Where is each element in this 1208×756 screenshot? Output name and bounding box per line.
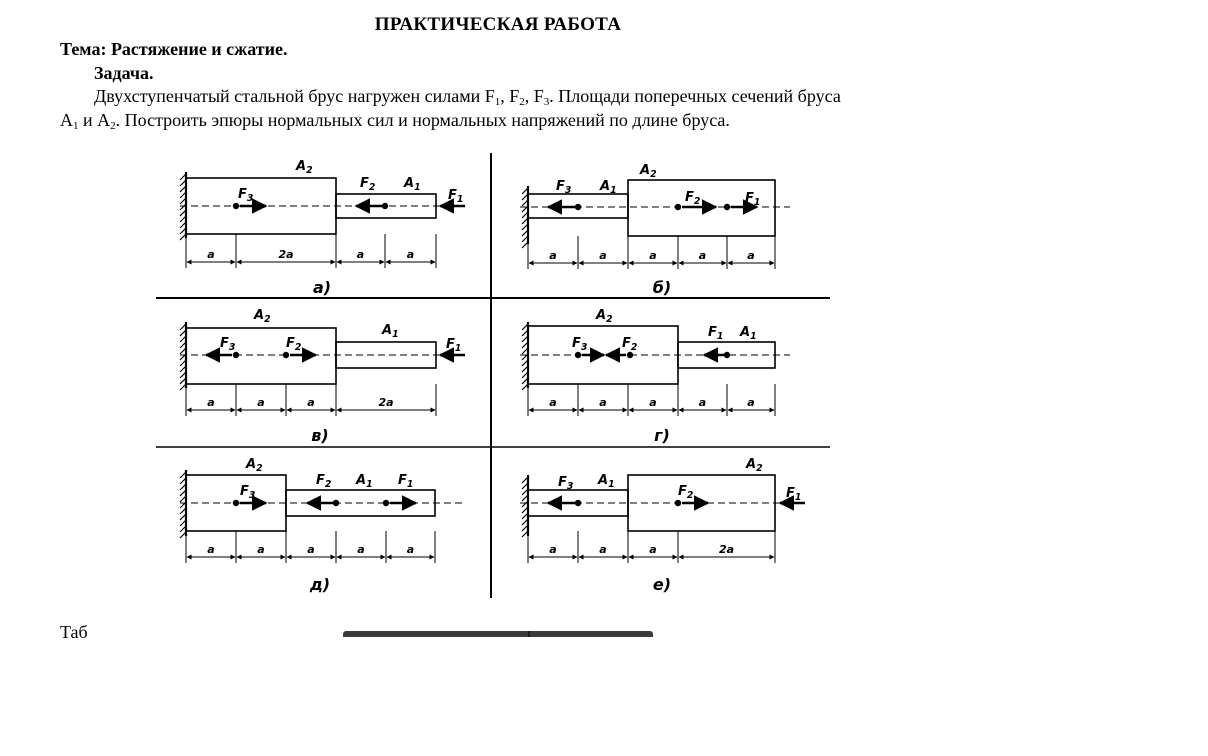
cut-off-text: Таб	[60, 622, 88, 642]
diagram-label: $F_3$	[220, 336, 236, 353]
para-text: и A	[78, 110, 111, 130]
dimension-label: a	[698, 249, 707, 262]
subscript: 1	[73, 120, 79, 132]
dimension-label: a	[747, 396, 755, 409]
diagram-label: $F_3$	[558, 475, 574, 492]
diagram-label: $F_3$	[238, 187, 254, 204]
panel-caption: а)	[312, 278, 332, 297]
subscript: 1	[494, 96, 501, 108]
panel-caption: в)	[311, 426, 329, 445]
force-point	[233, 203, 239, 209]
panel-e	[520, 457, 805, 594]
dimension-label: a	[549, 249, 557, 262]
dimension-label: a	[307, 543, 315, 556]
force-point	[675, 500, 681, 506]
dimension-label: a	[406, 248, 415, 261]
dimension-label: a	[207, 396, 215, 409]
diagram-label: $A_1$	[382, 323, 399, 340]
force-point	[675, 204, 681, 210]
dimension-label: a	[207, 248, 215, 261]
dimension-label: a	[356, 248, 365, 261]
diagram-label: $F_2$	[360, 176, 376, 193]
panel-d	[180, 457, 462, 594]
dimension-label: 2a	[278, 248, 294, 261]
diagram-label: $A_2$	[640, 163, 657, 180]
dimension-label: a	[257, 543, 265, 556]
subscript: 3	[543, 96, 550, 108]
panel-caption: е)	[652, 575, 672, 594]
dimension-label: a	[207, 543, 215, 556]
dimension-label: a	[406, 543, 415, 556]
dimension-label: a	[599, 543, 607, 556]
diagram-label: $A_1$	[404, 176, 421, 193]
panel-a	[180, 159, 465, 297]
diagram-label: $F_2$	[622, 336, 638, 353]
diagram-label: $F_1$	[708, 325, 724, 342]
diagram-label: $A_2$	[246, 457, 263, 474]
dimension-label: 2a	[718, 543, 735, 556]
dimension-label: a	[257, 396, 265, 409]
diagram-label: $F_1$	[786, 486, 802, 503]
dimension-label: a	[698, 396, 707, 409]
dimension-label: a	[649, 396, 657, 409]
diagram-label: $F_2$	[286, 336, 302, 353]
panel-caption: г)	[654, 426, 670, 445]
dimension-label: a	[549, 543, 557, 556]
panel-caption: д)	[309, 575, 331, 594]
para-text: Двухступенчатый стальной брус нагружен силами F	[94, 86, 495, 106]
diagram-label: $F_3$	[240, 484, 256, 501]
dimension-label: a	[747, 249, 755, 262]
dimension-label: a	[549, 396, 557, 409]
diagram-label: $F_1$	[446, 337, 462, 354]
dimension-label: a	[599, 249, 607, 262]
diagram-label: $F_1$	[745, 191, 761, 208]
panel-v	[180, 308, 465, 445]
force-point	[333, 500, 339, 506]
para-text: . Площади поперечных сечений бруса	[549, 86, 841, 106]
diagram-label: $A_1$	[740, 325, 757, 342]
task-heading: Задача.	[94, 63, 154, 83]
diagram-label: $F_3$	[556, 179, 572, 196]
diagram-label: $F_2$	[678, 484, 694, 501]
panel-b	[520, 163, 790, 297]
page-title: ПРАКТИЧЕСКАЯ РАБОТА	[374, 14, 622, 35]
dimension-label: a	[357, 543, 365, 556]
subscript: 2	[519, 96, 525, 108]
para-text: , F	[524, 86, 544, 106]
diagram-label: $A_2$	[296, 159, 313, 176]
diagram-label: $A_2$	[596, 308, 613, 325]
para-text: A	[60, 110, 73, 130]
diagram-label: $F_2$	[685, 190, 701, 207]
subscript: 2	[110, 120, 116, 132]
horizontal-scrollbar[interactable]	[343, 631, 653, 637]
diagram-label: $A_2$	[254, 308, 271, 325]
dimension-label: a	[649, 249, 657, 262]
para-text: . Построить эпюры нормальных сил и нормальных напряжений по длине бруса.	[115, 110, 730, 130]
dimension-label: a	[307, 396, 315, 409]
diagram-label: $A_1$	[598, 473, 615, 490]
force-point	[283, 352, 289, 358]
diagram-label: $F_1$	[448, 188, 464, 205]
panel-caption: б)	[652, 278, 672, 297]
topic-heading: Тема: Растяжение и сжатие.	[60, 39, 288, 59]
dimension-label: a	[599, 396, 607, 409]
para-text: , F	[500, 86, 520, 106]
diagram-label: $A_2$	[746, 457, 763, 474]
diagram-label: $F_2$	[316, 473, 332, 490]
panel-g	[520, 308, 790, 445]
force-point	[724, 204, 730, 210]
scrollbar-segment	[528, 631, 530, 637]
dimension-label: a	[649, 543, 657, 556]
force-point	[383, 500, 389, 506]
force-point	[233, 500, 239, 506]
diagram-label: $A_1$	[600, 179, 617, 196]
diagram-label: $A_1$	[356, 473, 373, 490]
diagram-label: $F_1$	[398, 473, 414, 490]
dimension-label: 2a	[378, 396, 394, 409]
diagram-label: $F_3$	[572, 336, 588, 353]
